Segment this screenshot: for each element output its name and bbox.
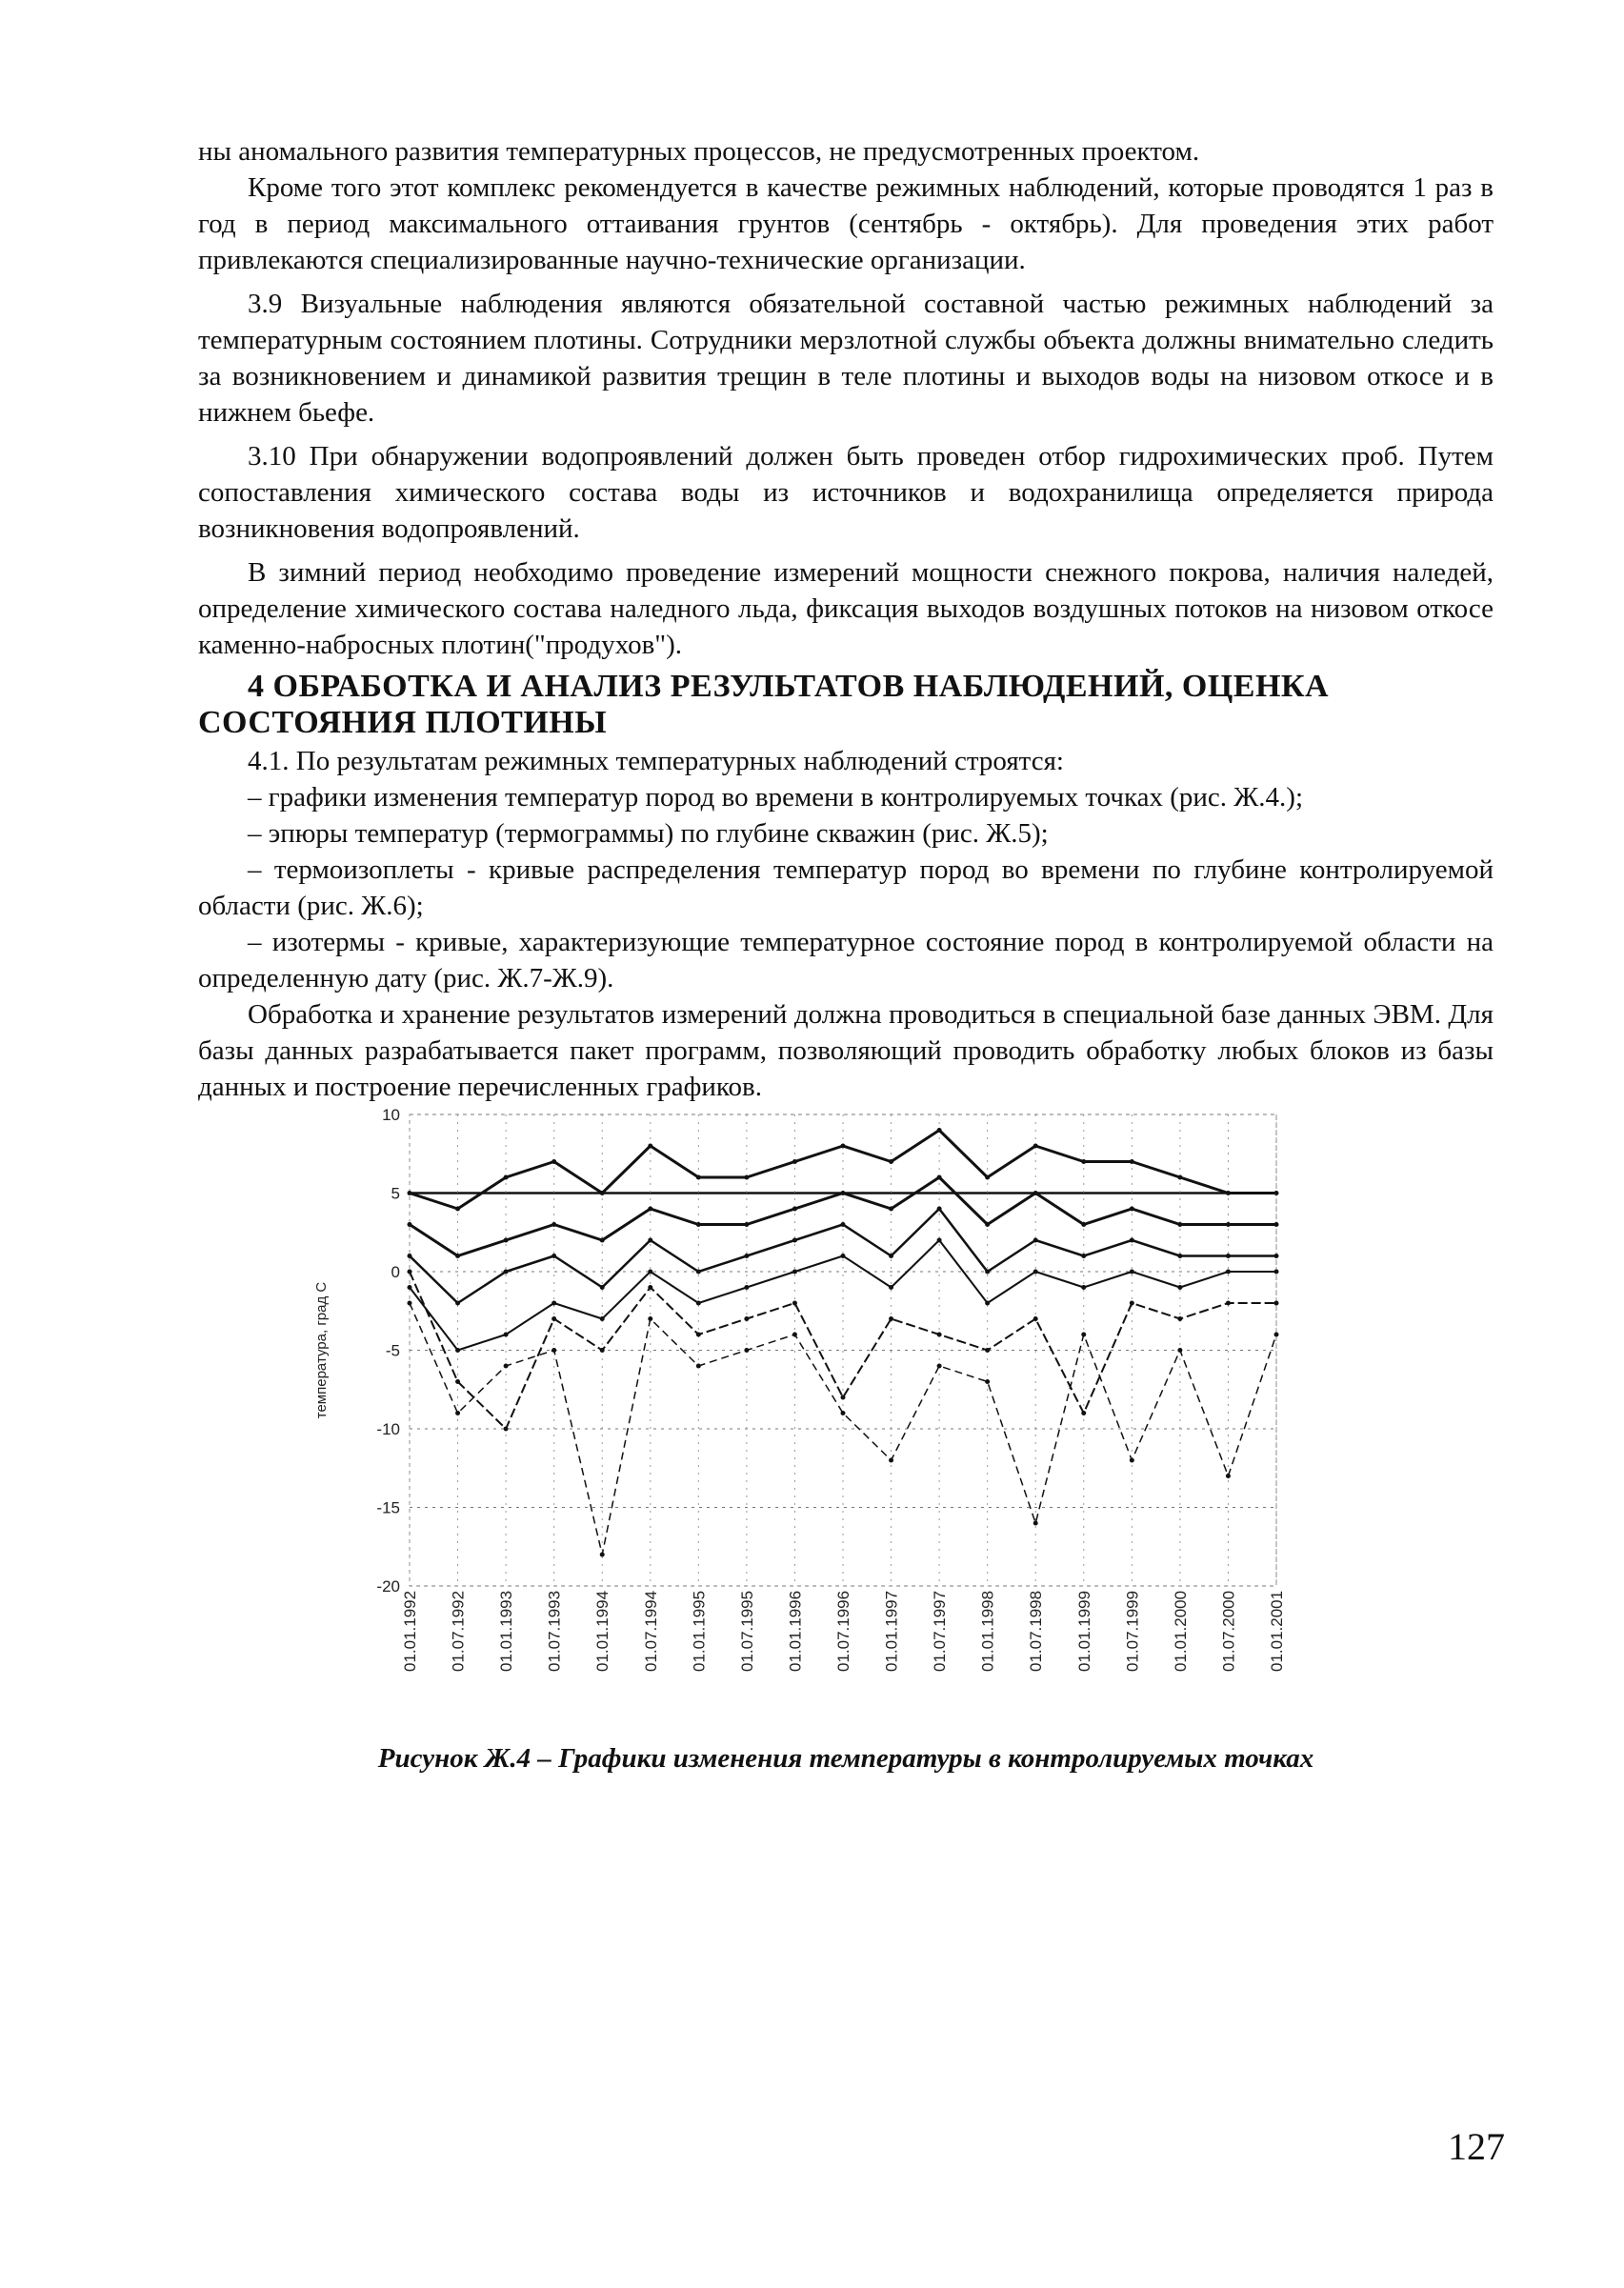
data-point <box>696 1222 701 1227</box>
data-point <box>1081 1254 1086 1258</box>
data-point <box>792 1207 797 1212</box>
data-point <box>1226 1222 1231 1227</box>
x-tick-label: 01.07.1993 <box>545 1590 564 1672</box>
data-point <box>1081 1333 1086 1337</box>
data-point <box>551 1222 556 1227</box>
data-point <box>744 1175 749 1180</box>
data-point <box>696 1270 701 1274</box>
data-point <box>1033 1270 1038 1274</box>
data-point <box>1081 1411 1086 1415</box>
data-point <box>1130 1458 1134 1463</box>
data-point <box>1274 1222 1279 1227</box>
data-point <box>792 1270 797 1274</box>
data-point <box>1226 1270 1231 1274</box>
list-item: – изотермы - кривые, характеризующие температурное состояние пород в контролируемой области на определенную дату (рис. Ж.7-Ж.9). <box>198 927 1494 993</box>
x-tick-label: 01.07.2000 <box>1219 1590 1238 1672</box>
x-tick-label: 01.07.1999 <box>1123 1590 1142 1672</box>
data-point <box>504 1364 509 1369</box>
data-point <box>841 1411 846 1415</box>
figure-caption: Рисунок Ж.4 – Графики изменения температуры в контролируемых точках <box>377 1743 1314 1774</box>
data-point <box>1177 1285 1182 1290</box>
data-point <box>1130 1159 1134 1164</box>
data-point <box>696 1175 701 1180</box>
paragraph: В зимний период необходимо проведение измерений мощности снежного покрова, наличия наледей, определение химического состава наледного льда, фиксация выходов воздушных потоков на низовом откосе каменно-набросных плотин("продухов"). <box>198 557 1494 660</box>
data-point <box>1081 1159 1086 1164</box>
data-point <box>744 1348 749 1353</box>
data-point <box>889 1254 893 1258</box>
data-point <box>1033 1144 1038 1149</box>
body-text-top <box>198 133 1494 1105</box>
paragraph: Кроме того этот комплекс рекомендуется в качестве режимных наблюдений, которые проводятся 1 раз в год в период максимального оттаивания грунтов (сентябрь - октябрь). Для проведения этих работ привлекаются специализированные научно-технические организации. <box>198 172 1494 275</box>
paragraph: Обработка и хранение результатов измерений должна проводиться в специальной базе данных ЭВМ. Для базы данных разрабатывается пакет программ, позволяющий проводить обработку любых блоков из базы данных и построение перечисленных графиков. <box>198 999 1494 1102</box>
data-point <box>648 1238 652 1243</box>
x-tick-label: 01.07.1998 <box>1027 1590 1046 1672</box>
page-number: 127 <box>1448 2125 1505 2168</box>
data-point <box>648 1270 652 1274</box>
data-point <box>985 1379 990 1384</box>
data-point <box>1033 1521 1038 1526</box>
data-point <box>985 1301 990 1306</box>
list-item: – эпюры температур (термограммы) по глубине скважин (рис. Ж.5); <box>248 818 1049 849</box>
data-point <box>889 1316 893 1321</box>
data-point <box>1226 1474 1231 1478</box>
data-point <box>937 1207 942 1212</box>
data-point <box>600 1316 605 1321</box>
data-point <box>408 1191 412 1195</box>
data-point <box>985 1175 990 1180</box>
x-tick-label: 01.01.2000 <box>1171 1590 1190 1672</box>
x-tick-label: 01.01.1994 <box>593 1590 612 1672</box>
data-point <box>696 1333 701 1337</box>
data-point <box>504 1333 509 1337</box>
data-point <box>1177 1316 1182 1321</box>
data-point <box>841 1254 846 1258</box>
chart-svg <box>305 1105 1295 1705</box>
data-point <box>889 1458 893 1463</box>
data-point <box>696 1364 701 1369</box>
data-point <box>889 1285 893 1290</box>
data-point <box>551 1301 556 1306</box>
data-point <box>1177 1348 1182 1353</box>
y-tick-label: 5 <box>391 1184 400 1203</box>
data-point <box>1033 1238 1038 1243</box>
y-tick-label: 0 <box>391 1263 400 1281</box>
data-point <box>408 1301 412 1306</box>
x-tick-label: 01.01.1998 <box>978 1590 997 1672</box>
data-point <box>648 1285 652 1290</box>
data-point <box>841 1191 846 1195</box>
data-point <box>985 1348 990 1353</box>
paragraph: 3.9 Визуальные наблюдения являются обязательной составной частью режимных наблюдений за температурным состоянием плотины. Сотрудники мерзлотной службы объекта должны внимательно следить за возникновением и динамикой развития трещин в теле плотины и выходов воды на низовом откосе и в нижнем бьефе. <box>198 289 1494 428</box>
data-point <box>600 1285 605 1290</box>
x-tick-label: 01.01.1999 <box>1074 1590 1093 1672</box>
data-point <box>985 1270 990 1274</box>
data-point <box>1081 1285 1086 1290</box>
x-tick-label: 01.01.1996 <box>786 1590 805 1672</box>
x-tick-label: 01.01.1997 <box>882 1590 901 1672</box>
section-heading: 4 ОБРАБОТКА И АНАЛИЗ РЕЗУЛЬТАТОВ НАБЛЮДЕНИЙ, ОЦЕНКА СОСТОЯНИЯ ПЛОТИНЫ <box>198 669 1330 740</box>
data-point <box>937 1364 942 1369</box>
data-point <box>1177 1222 1182 1227</box>
data-point <box>600 1348 605 1353</box>
data-point <box>1130 1301 1134 1306</box>
data-point <box>408 1222 412 1227</box>
y-tick-label: -15 <box>376 1498 400 1517</box>
data-point <box>551 1316 556 1321</box>
x-tick-label: 01.07.1997 <box>931 1590 950 1672</box>
data-point <box>937 1175 942 1180</box>
data-point <box>648 1207 652 1212</box>
data-point <box>841 1144 846 1149</box>
data-point <box>841 1395 846 1400</box>
paragraph: 4.1. По результатам режимных температурных наблюдений строятся: <box>248 746 1064 776</box>
data-point <box>1033 1316 1038 1321</box>
data-point <box>1274 1191 1279 1195</box>
x-tick-label: 01.01.2001 <box>1268 1590 1286 1672</box>
data-point <box>841 1222 846 1227</box>
x-tick-label: 01.07.1995 <box>737 1590 756 1672</box>
list-item: – графики изменения температур пород во времени в контролируемых точках (рис. Ж.4.); <box>248 782 1304 813</box>
data-point <box>600 1191 605 1195</box>
data-point <box>1177 1254 1182 1258</box>
x-tick-label: 01.01.1992 <box>401 1590 419 1672</box>
x-tick-label: 01.01.1995 <box>690 1590 709 1672</box>
x-tick-label: 01.07.1992 <box>449 1590 468 1672</box>
temperature-chart <box>305 1105 1295 1705</box>
data-point <box>1274 1333 1279 1337</box>
data-point <box>455 1411 460 1415</box>
y-tick-label: -20 <box>376 1577 400 1596</box>
data-point <box>1274 1301 1279 1306</box>
data-point <box>889 1207 893 1212</box>
data-point <box>600 1553 605 1557</box>
data-point <box>696 1301 701 1306</box>
data-point <box>1274 1270 1279 1274</box>
data-point <box>600 1238 605 1243</box>
data-point <box>1226 1191 1231 1195</box>
data-point <box>1226 1254 1231 1258</box>
data-point <box>504 1175 509 1180</box>
data-point <box>1226 1301 1231 1306</box>
data-point <box>455 1301 460 1306</box>
y-tick-label: 10 <box>382 1106 400 1124</box>
data-point <box>937 1238 942 1243</box>
data-point <box>408 1285 412 1290</box>
data-point <box>744 1285 749 1290</box>
list-item: – термоизоплеты - кривые распределения температур пород во времени по глубине контролируемой области (рис. Ж.6); <box>198 854 1494 921</box>
data-point <box>1081 1222 1086 1227</box>
data-point <box>1130 1207 1134 1212</box>
data-point <box>504 1270 509 1274</box>
data-point <box>551 1348 556 1353</box>
data-point <box>408 1270 412 1274</box>
data-point <box>455 1379 460 1384</box>
data-point <box>744 1254 749 1258</box>
data-point <box>792 1301 797 1306</box>
data-point <box>1177 1175 1182 1180</box>
data-point <box>455 1348 460 1353</box>
data-point <box>551 1159 556 1164</box>
x-tick-label: 01.07.1994 <box>641 1590 660 1672</box>
data-point <box>648 1316 652 1321</box>
data-point <box>1033 1191 1038 1195</box>
data-point <box>792 1333 797 1337</box>
y-tick-label: -5 <box>385 1341 400 1360</box>
data-point <box>889 1159 893 1164</box>
data-point <box>504 1427 509 1432</box>
data-point <box>937 1128 942 1133</box>
data-point <box>1274 1254 1279 1258</box>
x-tick-label: 01.07.1996 <box>834 1590 852 1672</box>
data-point <box>455 1207 460 1212</box>
data-point <box>744 1222 749 1227</box>
data-point <box>792 1238 797 1243</box>
y-axis-label: температура, град С <box>313 1281 330 1419</box>
data-point <box>408 1254 412 1258</box>
data-point <box>792 1159 797 1164</box>
data-point <box>937 1333 942 1337</box>
y-tick-label: -10 <box>376 1420 400 1438</box>
data-point <box>551 1254 556 1258</box>
data-point <box>648 1144 652 1149</box>
x-tick-label: 01.01.1993 <box>497 1590 516 1672</box>
data-point <box>1130 1270 1134 1274</box>
paragraph: 3.10 При обнаружении водопроявлений должен быть проведен отбор гидрохимических проб. Путем сопоставления химического состава воды из источников и водохранилища определяется природа возникновения водопроявлений. <box>198 441 1494 544</box>
data-point <box>1130 1238 1134 1243</box>
data-point <box>455 1254 460 1258</box>
paragraph: ны аномального развития температурных процессов, не предусмотренных проектом. <box>198 136 1200 167</box>
data-point <box>504 1238 509 1243</box>
data-point <box>744 1316 749 1321</box>
data-point <box>985 1222 990 1227</box>
